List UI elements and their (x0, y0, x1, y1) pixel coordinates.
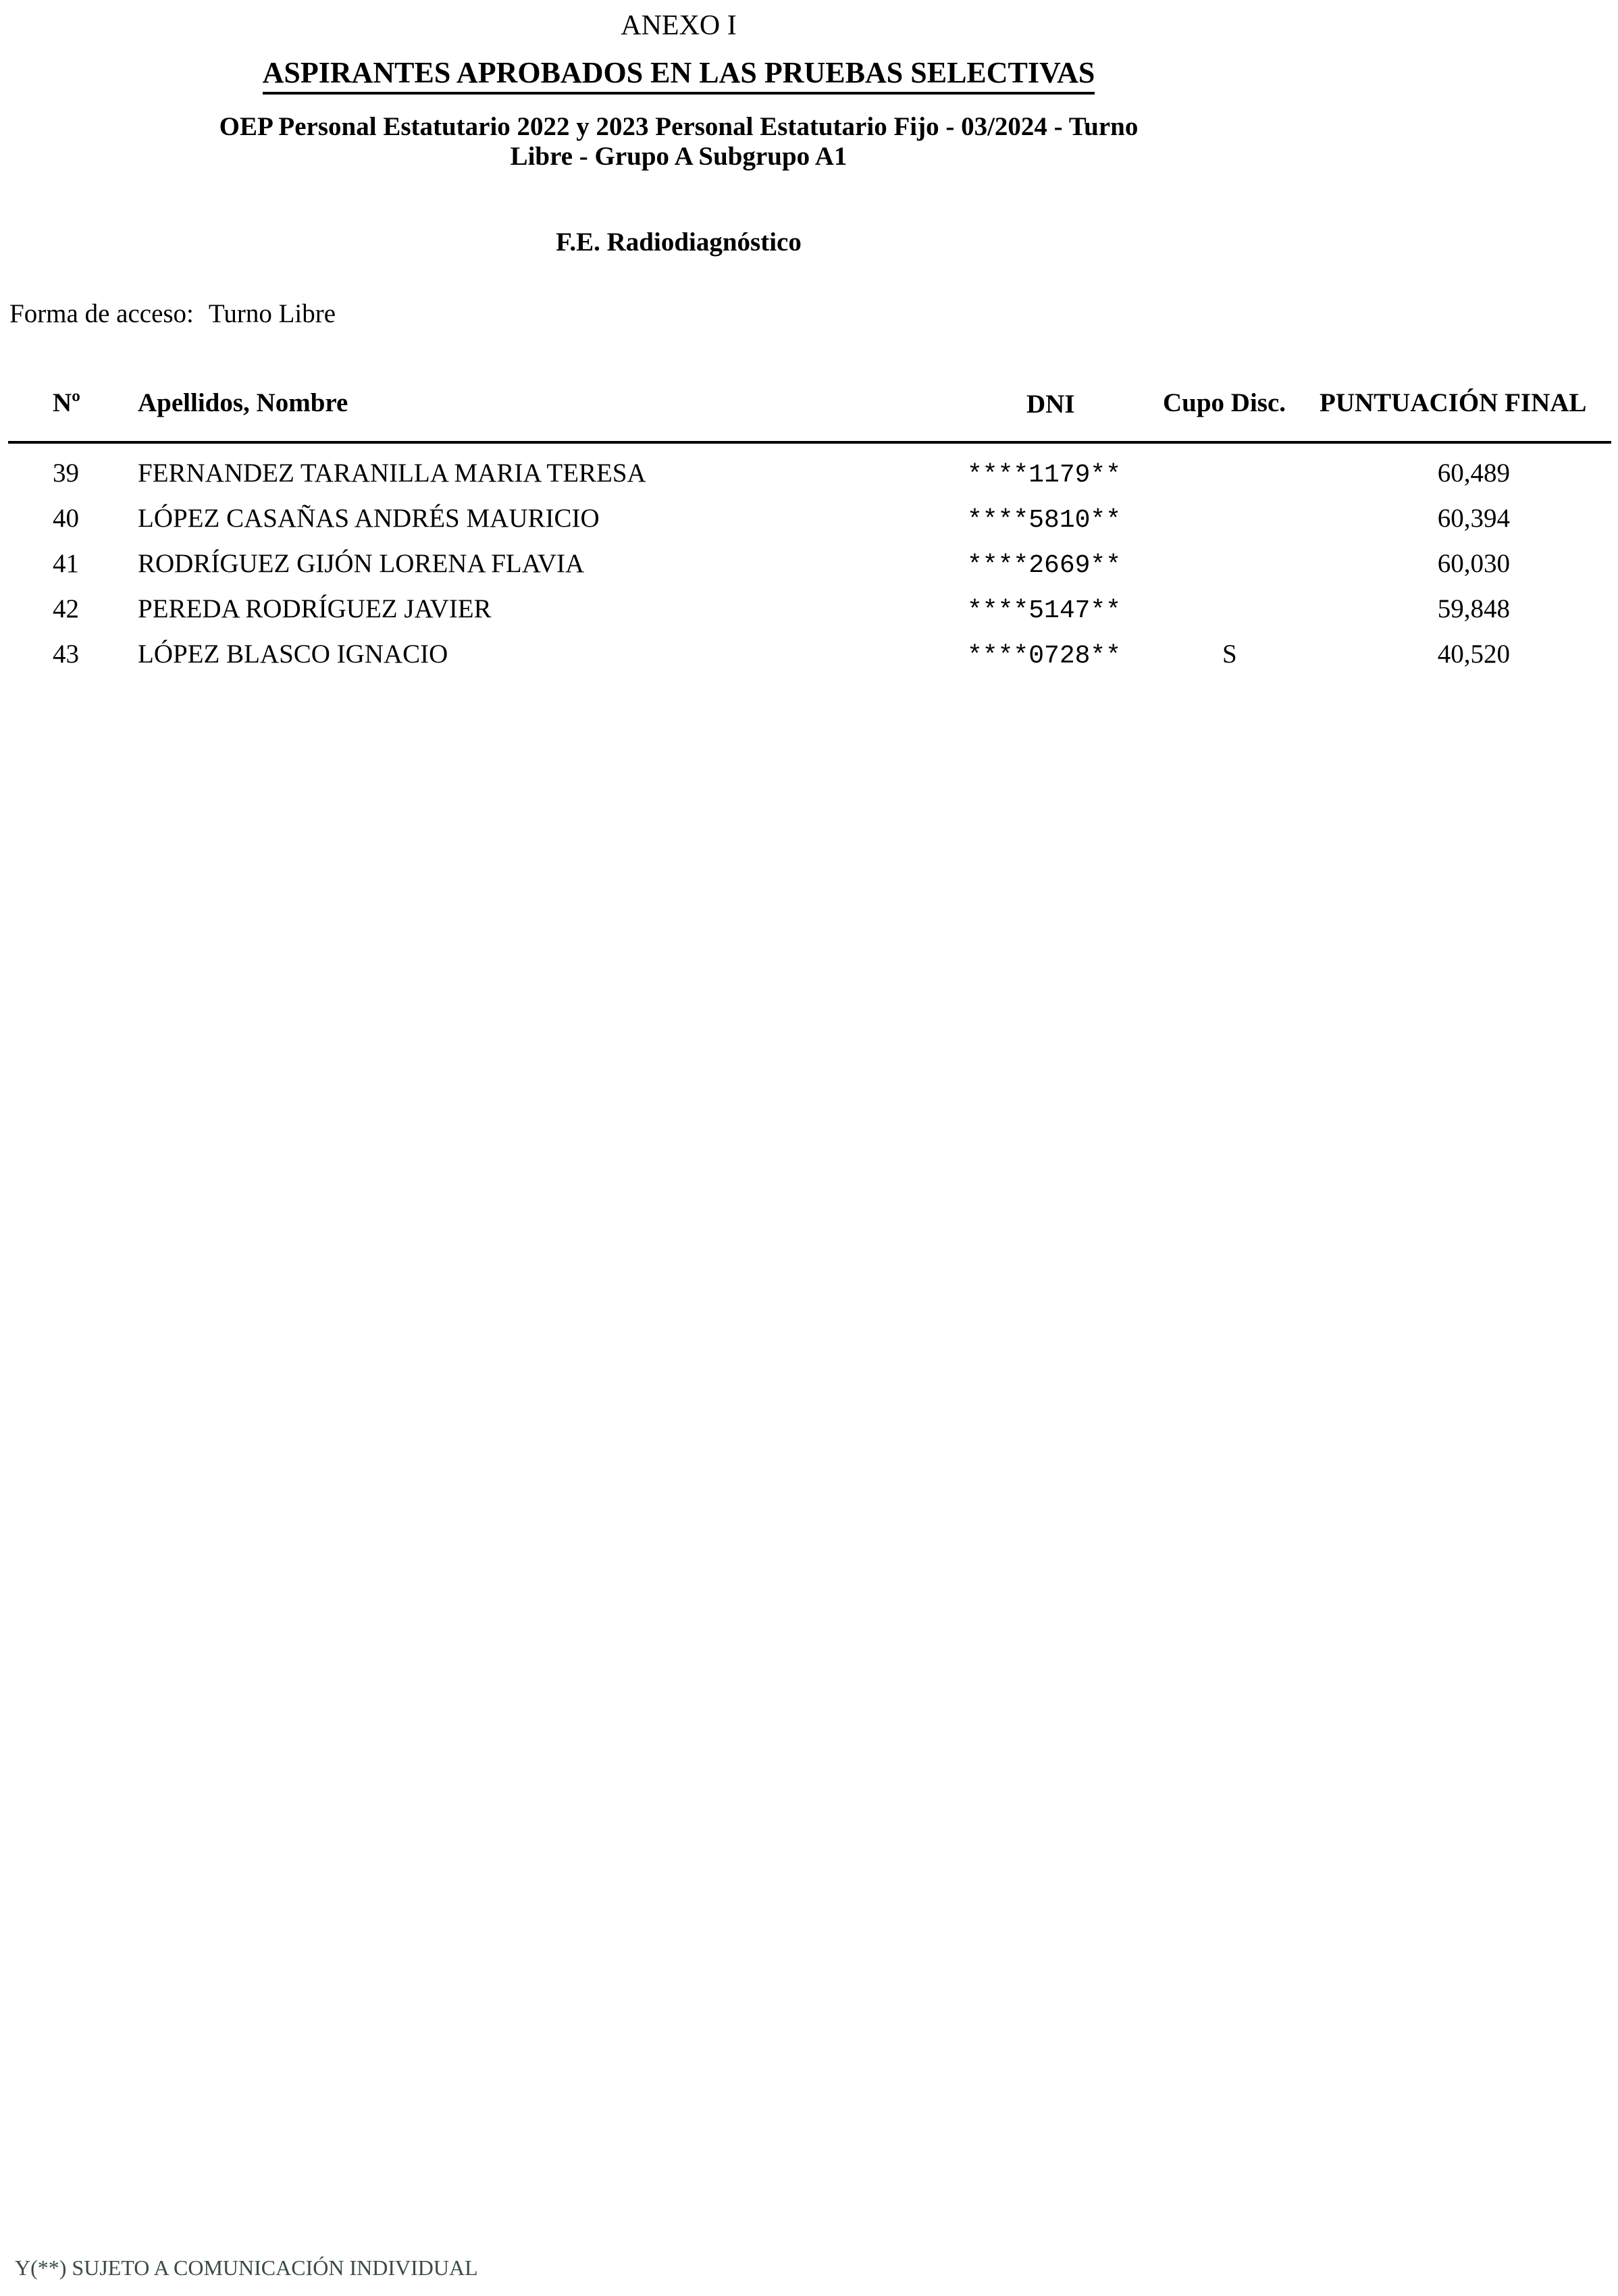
row-dni: ****5147** (967, 596, 1122, 625)
row-number: 40 (53, 504, 79, 533)
document-subtitle (0, 112, 1357, 172)
row-name: PEREDA RODRÍGUEZ JAVIER (138, 594, 492, 623)
row-name: LÓPEZ BLASCO IGNACIO (138, 640, 448, 669)
header-divider (8, 441, 1611, 444)
row-score: 60,394 (1437, 504, 1510, 533)
table-row (0, 503, 1618, 548)
subtitle-line-1: OEP Personal Estatutario 2022 y 2023 Personal Estatutario Fijo - 03/2024 - Turno (219, 112, 1139, 141)
access-value: Turno Libre (208, 299, 336, 328)
row-number: 42 (53, 594, 79, 623)
column-header-cupo: Cupo Disc. (1163, 388, 1286, 417)
row-score: 60,489 (1437, 459, 1510, 488)
document-title (0, 55, 1357, 90)
row-score: 40,520 (1437, 640, 1510, 669)
column-header-number: Nº (53, 388, 81, 417)
row-dni: ****0728** (967, 642, 1122, 671)
specialty-heading: F.E. Radiodiagnóstico (556, 228, 802, 257)
row-number: 41 (53, 549, 79, 578)
row-dni: ****1179** (967, 461, 1122, 490)
results-table-body (0, 458, 1618, 684)
document-title-text: ASPIRANTES APROBADOS EN LAS PRUEBAS SELECTIVAS (263, 56, 1095, 95)
table-row (0, 594, 1618, 639)
table-row (0, 458, 1618, 503)
column-header-score: PUNTUACIÓN FINAL (1320, 388, 1587, 417)
annex-title: ANEXO I (621, 10, 737, 41)
column-header-name: Apellidos, Nombre (138, 388, 348, 417)
row-score: 60,030 (1437, 549, 1510, 578)
access-label: Forma de acceso: (9, 299, 194, 328)
row-score: 59,848 (1437, 594, 1510, 623)
row-number: 39 (53, 459, 79, 488)
row-name: RODRÍGUEZ GIJÓN LORENA FLAVIA (138, 549, 585, 578)
row-dni: ****5810** (967, 506, 1122, 535)
footer-note: Y(**) SUJETO A COMUNICACIÓN INDIVIDUAL (15, 2255, 478, 2280)
access-line (9, 298, 336, 329)
subtitle-line-2: Libre - Grupo A Subgrupo A1 (510, 142, 847, 171)
row-name: LÓPEZ CASAÑAS ANDRÉS MAURICIO (138, 504, 600, 533)
table-row (0, 548, 1618, 594)
column-header-dni: DNI (1026, 390, 1075, 419)
row-cupo: S (1222, 640, 1237, 669)
row-number: 43 (53, 640, 79, 669)
table-row (0, 639, 1618, 684)
row-dni: ****2669** (967, 551, 1122, 580)
row-name: FERNANDEZ TARANILLA MARIA TERESA (138, 459, 646, 488)
